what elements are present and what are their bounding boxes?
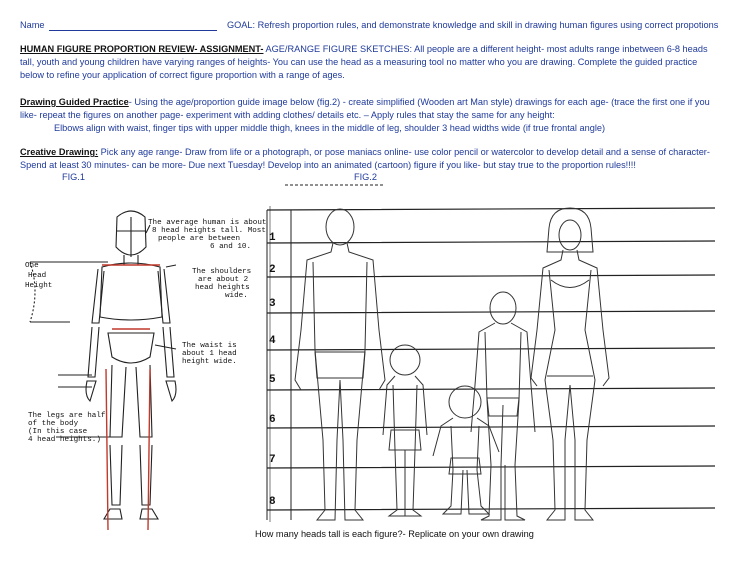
fig1-diagram	[0, 205, 270, 535]
guided-text: - Using the age/proportion guide image below (fig.2) - create simplified (Wooden art Man style) drawings for each age- (trace the first one if you like- repeat the figures on another page- experiment with adding clothes/ details etc. – Apply rules that stay the same for any height:	[20, 97, 710, 120]
row-number-7: 7	[269, 454, 276, 466]
note-shoulders-2: are about 2	[198, 276, 249, 284]
note-average-2: 8 head heights tall. Most	[152, 227, 266, 235]
goal-text: GOAL: Refresh proportion rules, and demonstrate knowledge and skill in drawing human figures using correct propotions	[227, 20, 719, 30]
adult-man-figure	[295, 209, 385, 520]
note-legs-2: of the body	[28, 420, 79, 428]
note-average-3: people are between	[158, 235, 241, 243]
note-average-4: 6 and 10.	[210, 243, 252, 251]
note-legs-3: (In this case	[28, 428, 88, 436]
row-number-2: 2	[269, 264, 276, 276]
note-waist-1: The waist is	[182, 342, 237, 350]
guided-paragraph	[20, 96, 718, 135]
row-number-5: 5	[269, 374, 276, 386]
row-number-8: 8	[269, 496, 276, 508]
creative-text: Pick any age range- Draw from life or a photograph, or pose maniacs online- use color pencil or watercolor to develop detail and a sense of character- Spend at least 30 minutes- can be more- Due next Tuesday! Develop into an animated (cartoon) figure if you like- but stay true to the proportion rules!!!!	[20, 147, 710, 170]
assignment-text: AGE/RANGE FIGURE SKETCHES: All people are a different height- most adults range inbetween 6-8 heads tall, youth and young children have varying ranges of heights- You can use the head as a measuring tool no matter who you are drawing. Complete the guided practice below to refine your application of correct figure proportion with a range of ages.	[20, 44, 708, 80]
guided-rules: Elbows align with waist, finger tips with upper middle thigh, knees in the middle of leg, shoulder 3 head widths wide (if true frontal angle)	[54, 123, 606, 133]
one-head-label-3: Height	[25, 282, 53, 290]
fig1-label: FIG.1	[62, 172, 85, 182]
note-legs-1: The legs are half	[28, 412, 106, 420]
one-head-label-1: One	[25, 262, 39, 270]
name-field-line[interactable]	[49, 30, 217, 31]
note-waist-3: height wide.	[182, 358, 237, 366]
row-number-4: 4	[269, 335, 276, 347]
name-label: Name	[20, 20, 45, 30]
assignment-paragraph	[20, 43, 718, 82]
creative-heading: Creative Drawing:	[20, 147, 99, 157]
assignment-heading: HUMAN FIGURE PROPORTION REVIEW- ASSIGNMENT-	[20, 44, 264, 54]
one-head-label-2: Head	[28, 272, 47, 280]
fig2-diagram	[255, 180, 725, 530]
fig2-label: FIG.2	[354, 172, 377, 182]
creative-paragraph	[20, 146, 718, 172]
note-legs-4: 4 head heights.)	[28, 436, 101, 444]
row-number-6: 6	[269, 414, 276, 426]
note-shoulders-3: head heights	[195, 284, 250, 292]
guided-heading: Drawing Guided Practice	[20, 97, 129, 107]
child-figure	[383, 345, 427, 516]
row-number-3: 3	[269, 298, 276, 310]
toddler-figure	[433, 386, 499, 514]
fig2-caption: How many heads tall is each figure?- Replicate on your own drawing	[255, 529, 534, 539]
adult-woman-figure	[531, 208, 609, 520]
note-shoulders-1: The shoulders	[192, 268, 252, 276]
note-shoulders-4: wide.	[225, 292, 248, 300]
row-number-1: 1	[269, 232, 276, 244]
note-waist-2: about 1 head	[182, 350, 237, 358]
note-average-1: The average human is about	[148, 219, 267, 227]
